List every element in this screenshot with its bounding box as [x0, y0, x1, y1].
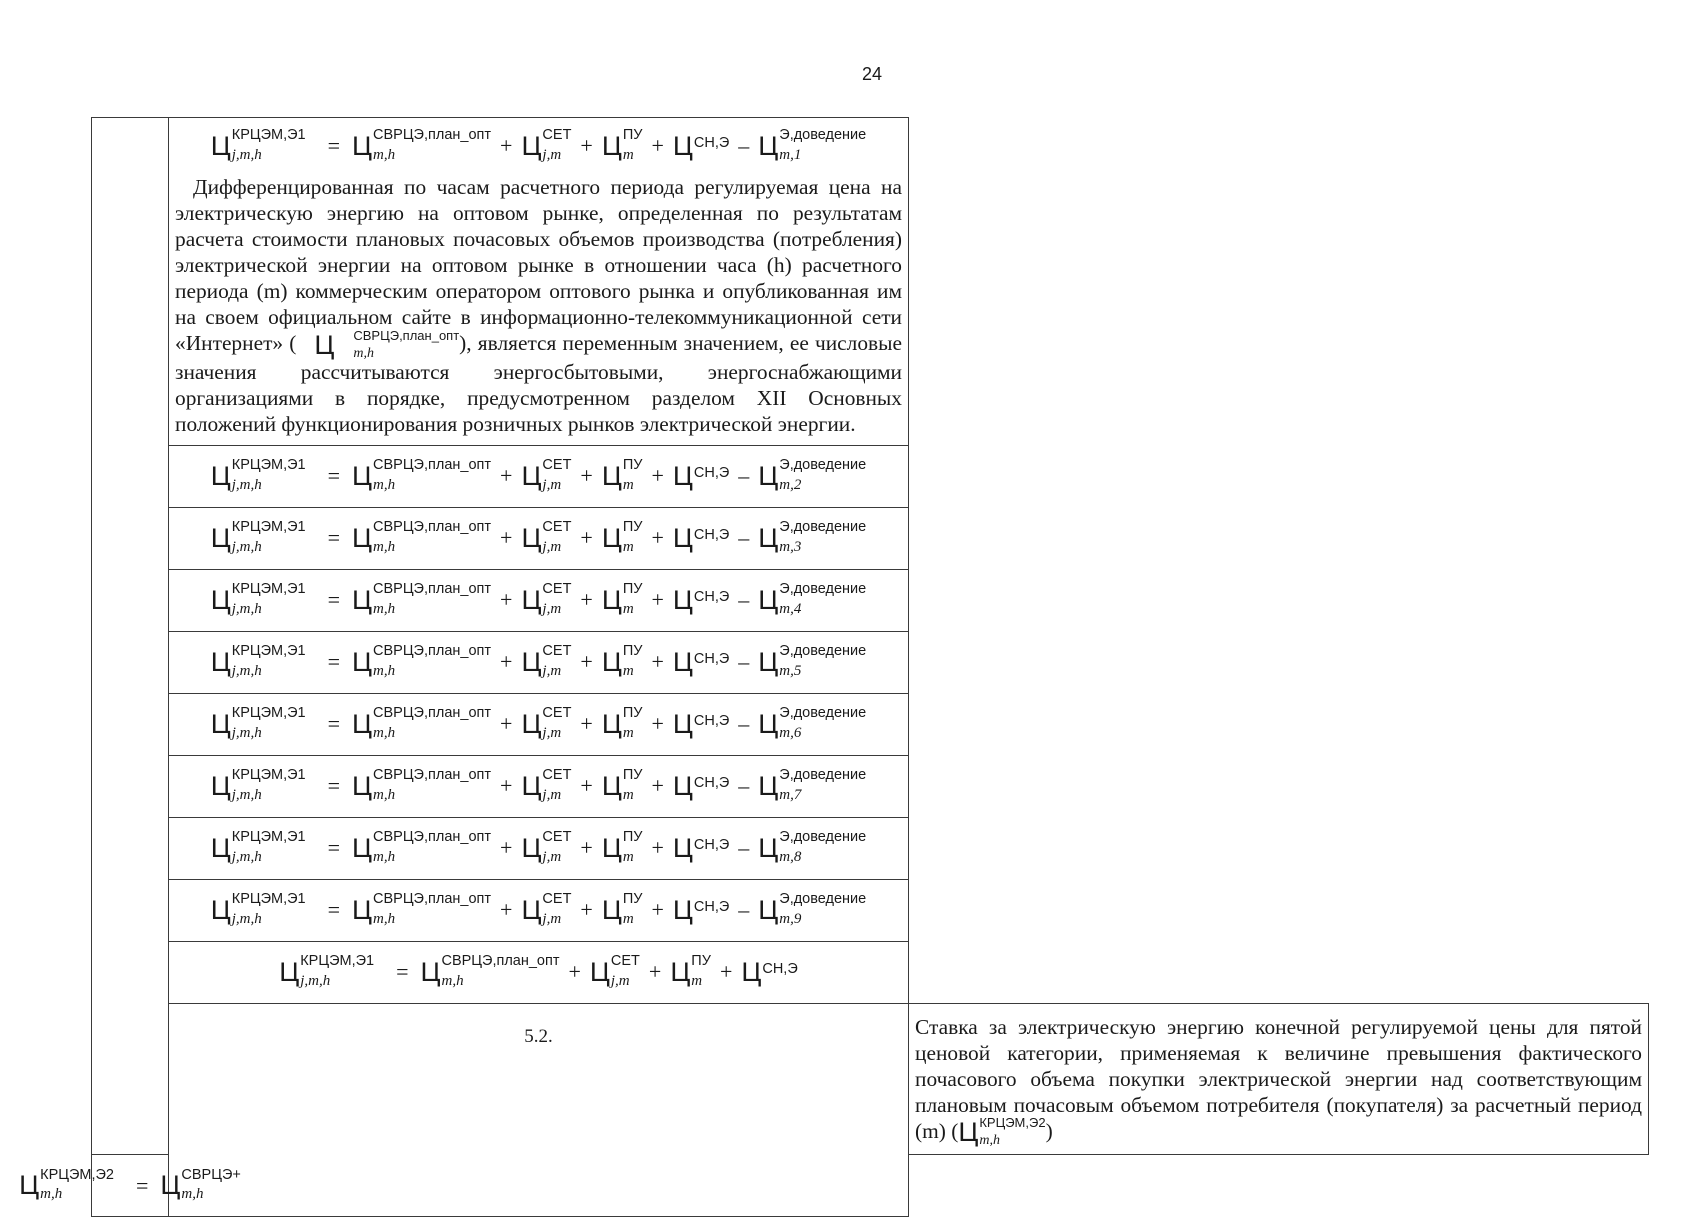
- formula-term-dovedenie: Ц Э,доведение m,4: [758, 581, 867, 617]
- formula-lhs-term: Ц КРЦЭМ,Э1 j,m,h: [210, 127, 306, 163]
- section-5-2-text-part2: ): [1045, 1118, 1053, 1143]
- inline-symbol-krcem-e2: Ц КРЦЭМ,Э2 m,h: [958, 1115, 1046, 1149]
- inline-symbol-svrce: Ц СВРЦЭ,план_опт m,h: [314, 327, 460, 361]
- formula-term-sn: Ц СН,Э: [672, 708, 730, 739]
- formula-cell: [169, 118, 909, 446]
- formula-lhs-term: Ц КРЦЭМ,Э1 j,m,h: [210, 767, 306, 803]
- formula-term-dovedenie: Ц Э,доведение m,3: [758, 519, 867, 555]
- formula-term-dovedenie: Ц Э,доведение m,2: [758, 457, 867, 493]
- formula-lhs-term: Ц КРЦЭМ,Э1 j,m,h: [210, 829, 306, 865]
- formula-term-sn: Ц СН,Э: [741, 956, 798, 987]
- formula-term-dovedenie: Ц Э,доведение m,6: [758, 705, 867, 741]
- formula-term-pu: Ц ПУ m: [670, 953, 711, 989]
- formula-row-5: Ц КРЦЭМ,Э1 j,m,h = Ц СВРЦЭ,план_опт m,h + Ц СЕТ j,m + Ц ПУ m + Ц СН,Э – Ц Э,доведение m,5: [210, 643, 867, 679]
- formula-term-sn: Ц СН,Э: [672, 130, 730, 161]
- formula-term-set: Ц СЕТ j,m: [521, 767, 572, 803]
- formula-lhs-term: Ц КРЦЭМ,Э1 j,m,h: [210, 457, 306, 493]
- formula-term-svrce: Ц СВРЦЭ,план_опт m,h: [352, 643, 492, 679]
- formula-row-3: Ц КРЦЭМ,Э1 j,m,h = Ц СВРЦЭ,план_опт m,h + Ц СЕТ j,m + Ц ПУ m + Ц СН,Э – Ц Э,доведение m,3: [210, 519, 867, 555]
- paragraph-text-part2: ), является переменным значением, ее числовые значения рассчитываются энергосбытовыми, энергоснабжающими организациями в порядке, предусмотренном разделом XII Основных положений функционирования розничных рынков электрической энергии.: [175, 331, 902, 436]
- formula-term-dovedenie: Ц Э,доведение m,5: [758, 643, 867, 679]
- formula-row-8: Ц КРЦЭМ,Э1 j,m,h = Ц СВРЦЭ,план_опт m,h + Ц СЕТ j,m + Ц ПУ m + Ц СН,Э – Ц Э,доведение m,8: [210, 829, 867, 865]
- formula-lhs-term: Ц КРЦЭМ,Э1 j,m,h: [279, 953, 375, 989]
- formula-term-svrce: Ц СВРЦЭ,план_опт m,h: [352, 829, 492, 865]
- formula-term-dovedenie: Ц Э,доведение m,9: [758, 891, 867, 927]
- formula-lhs-term: Ц КРЦЭМ,Э2 m,h: [19, 1166, 114, 1203]
- formula-term-pu: Ц ПУ m: [601, 767, 643, 803]
- formula-term-sn: Ц СН,Э: [672, 894, 730, 925]
- formula-term-pu: Ц ПУ m: [601, 705, 643, 741]
- formula-lhs-term: Ц КРЦЭМ,Э1 j,m,h: [210, 891, 306, 927]
- formula-row-6: Ц КРЦЭМ,Э1 j,m,h = Ц СВРЦЭ,план_опт m,h + Ц СЕТ j,m + Ц ПУ m + Ц СН,Э – Ц Э,доведение m,6: [210, 705, 867, 741]
- formula-term-sn: Ц СН,Э: [672, 460, 730, 491]
- formula-lhs-term: Ц КРЦЭМ,Э1 j,m,h: [210, 581, 306, 617]
- formula-term-dovedenie: Ц Э,доведение m,7: [758, 767, 867, 803]
- formula-row-1: Ц КРЦЭМ,Э1 j,m,h = Ц СВРЦЭ,план_опт m,h + Ц СЕТ j,m + Ц ПУ m + Ц СН,Э – Ц Э,доведение m,1: [210, 127, 867, 163]
- formula-row-9: Ц КРЦЭМ,Э1 j,m,h = Ц СВРЦЭ,план_опт m,h + Ц СЕТ j,m + Ц ПУ m + Ц СН,Э – Ц Э,доведение m,9: [210, 891, 867, 927]
- formula-term-svrce: Ц СВРЦЭ,план_опт m,h: [352, 705, 492, 741]
- formula-row-2: Ц КРЦЭМ,Э1 j,m,h = Ц СВРЦЭ,план_опт m,h + Ц СЕТ j,m + Ц ПУ m + Ц СН,Э – Ц Э,доведение m,2: [210, 457, 867, 493]
- formula-term-pu: Ц ПУ m: [601, 127, 643, 163]
- formula-term-svrce: Ц СВРЦЭ,план_опт m,h: [420, 953, 560, 989]
- formula-term-pu: Ц ПУ m: [601, 581, 643, 617]
- formula-row-4: Ц КРЦЭМ,Э1 j,m,h = Ц СВРЦЭ,план_опт m,h + Ц СЕТ j,m + Ц ПУ m + Ц СН,Э – Ц Э,доведение m,4: [210, 581, 867, 617]
- paragraph-text-part1: Дифференцированная по часам расчетного периода регулируемая цена на электрическую энергию на оптовом рынке, определенная по результатам расчета стоимости плановых почасовых объемов производства (потребления) электрической энергии на оптовом рынке в отношении часа (h) расчетного периода (m) коммерческим оператором оптового рынка и опубликованная им на своем официальном сайте в информационно-телекоммуникационной сети «Интернет» (: [175, 175, 902, 355]
- document-table: [19, 117, 1649, 1217]
- formula-row-7: Ц КРЦЭМ,Э1 j,m,h = Ц СВРЦЭ,план_опт m,h + Ц СЕТ j,m + Ц ПУ m + Ц СН,Э – Ц Э,доведение m,7: [210, 767, 867, 803]
- formula-term-set: Ц СЕТ j,m: [521, 457, 572, 493]
- formula-lhs-term: Ц КРЦЭМ,Э1 j,m,h: [210, 519, 306, 555]
- page-number: 24: [861, 64, 883, 84]
- formula-term-set: Ц СЕТ j,m: [521, 643, 572, 679]
- formula-term-sn: Ц СН,Э: [672, 522, 730, 553]
- formula-term-pu: Ц ПУ m: [601, 643, 643, 679]
- formula-term-set: Ц СЕТ j,m: [521, 829, 572, 865]
- formula-term-set: Ц СЕТ j,m: [521, 127, 572, 163]
- formula-lhs-term: Ц КРЦЭМ,Э1 j,m,h: [210, 643, 306, 679]
- description-paragraph: [169, 174, 908, 445]
- formula-term-pu: Ц ПУ m: [601, 829, 643, 865]
- formula-term-set: Ц СЕТ j,m: [521, 891, 572, 927]
- formula-term-svrce: Ц СВРЦЭ,план_опт m,h: [352, 457, 492, 493]
- formula-term-svrce: Ц СВРЦЭ,план_опт m,h: [352, 127, 492, 163]
- formula-term-sn: Ц СН,Э: [672, 770, 730, 801]
- row-number-5-2: 5.2.: [169, 1003, 909, 1217]
- formula-term-svrce: Ц СВРЦЭ,план_опт m,h: [352, 767, 492, 803]
- formula-term-pu: Ц ПУ m: [601, 519, 643, 555]
- formula-term-svrce: Ц СВРЦЭ,план_опт m,h: [352, 519, 492, 555]
- formula-term-set: Ц СЕТ j,m: [521, 581, 572, 617]
- formula-term-sn: Ц СН,Э: [672, 584, 730, 615]
- formula-term-set: Ц СЕТ j,m: [521, 519, 572, 555]
- formula-term-dovedenie: Ц Э,доведение m,1: [758, 127, 867, 163]
- formula-term-svrce: Ц СВРЦЭ,план_опт m,h: [352, 891, 492, 927]
- formula-term-dovedenie: Ц Э,доведение m,8: [758, 829, 867, 865]
- formula-row-final: Ц КРЦЭМ,Э1 j,m,h = Ц СВРЦЭ,план_опт m,h + Ц СЕТ j,m + Ц ПУ m + Ц СН,Э: [279, 953, 798, 989]
- formula-term-sn: Ц СН,Э: [672, 646, 730, 677]
- formula-term-set: Ц СЕТ j,m: [589, 953, 640, 989]
- formula-term-svrce: Ц СВРЦЭ,план_опт m,h: [352, 581, 492, 617]
- formula-term-pu: Ц ПУ m: [601, 891, 643, 927]
- formula-term-set: Ц СЕТ j,m: [521, 705, 572, 741]
- formula-term-sn: Ц СН,Э: [672, 832, 730, 863]
- section-5-2-paragraph: [909, 1004, 1648, 1155]
- formula-rhs-term: Ц СВРЦЭ+ m,h: [160, 1166, 241, 1203]
- formula-section-5-2: Ц КРЦЭМ,Э2 m,h = Ц СВРЦЭ+ m,h: [19, 1166, 241, 1203]
- formula-term-pu: Ц ПУ m: [601, 457, 643, 493]
- formula-lhs-term: Ц КРЦЭМ,Э1 j,m,h: [210, 705, 306, 741]
- row-number-cell-empty: [92, 118, 169, 1155]
- section-5-2-text-part1: Ставка за электрическую энергию конечной регулируемой цены для пятой ценовой категории, применяемая к величине превышения фактического почасового объема покупки электрической энергии над соответствующим плановым почасовым объемом потребителя (покупателя) за расчетный период (m) (: [915, 1014, 1642, 1143]
